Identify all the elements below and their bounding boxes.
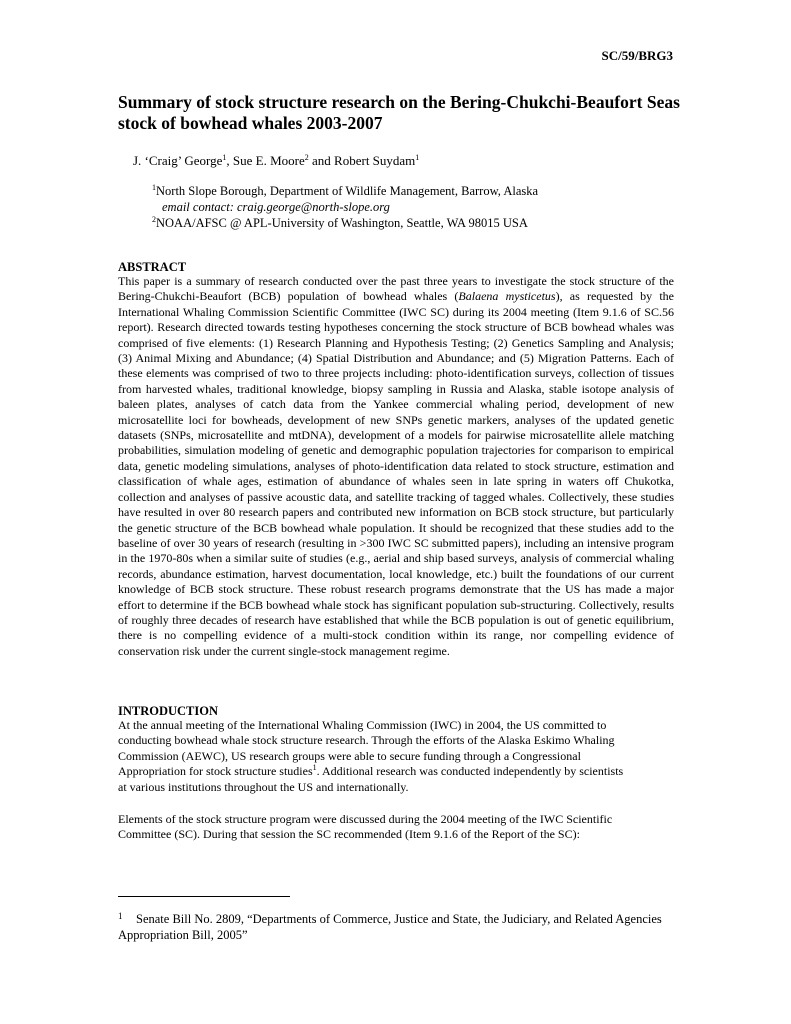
abstract-heading: ABSTRACT (118, 260, 187, 274)
footnote-text: Appropriation Bill, 2005” (118, 927, 248, 942)
affiliation-text: NOAA/AFSC @ APL-University of Washington, Seattle, WA 98015 USA (156, 216, 528, 230)
footnote-text: Senate Bill No. 2809, “Departments of Commerce, Justice and State, the Judiciary, and Related Agencies (136, 912, 662, 926)
abstract-body (118, 274, 674, 659)
text-line: At the annual meeting of the International Whaling Commission (IWC) in 2004, the US committed to (118, 718, 607, 732)
affiliation-mark: 2 (152, 215, 156, 224)
contact-line (162, 199, 390, 215)
text-line: Elements of the stock structure program were discussed during the 2004 meeting of the IWC Scientific (118, 812, 613, 826)
text-line: conducting bowhead whale stock structure research. Through the efforts of the Alaska Eskimo Whaling (118, 733, 615, 748)
contact-email: : craig.george@north-slope.org (229, 200, 390, 214)
species-name: Balaena mysticetus (458, 289, 556, 304)
contact-label: email contact (162, 200, 230, 214)
text-fragment: Appropriation for stock structure studies (118, 764, 313, 779)
footnote-reference: 1 (312, 763, 317, 773)
introduction-paragraph-2 (118, 812, 674, 843)
text-line: Commission (AEWC), US research groups were able to secure funding through a Congressional (118, 748, 581, 763)
abstract-text: ), as requested by the International Whaling Commission Scientific Committee (IWC SC) during its 2004 meeting (Item 9.1.6 of SC.56 report). Research directed towards testing hypotheses concerning the stock structure of BCB bowhead whales was comprised of five elements: (1) Research Planning and Hypothesis Testing; (2) Genetics Sampling and Analysis; (3) Animal Mixing and Abundance; (4) Spatial Distribution and Abundance; and (5) Migration Patterns. Each of these elements was comprised of two to three projects including: photo-identification surveys, collection of tissues from harvested whales, traditional knowledge, biopsy sampling in Russia and Alaska, stable isotope analysis of baleen plates, analyses of catch data from the Yankee commercial whaling period, development of new microsatellite loci for bowheads, development of new SNPs genetic markers, analyses of the updated genetic datasets (SNPs, microsatellite and mtDNA), development of a models for pairwise microsatellite allele matching probabilities, simulation modeling of genetic and demographic population trajectories for comparison to empirical data, genetic modeling simulations, analyses of photo-identification data related to stock structure, estimation and classification of whale ages, estimation of abundance of whales seen in late spring in waters off Chukotka, collection and analyses of passive acoustic data, and satellite tracking of tagged whales. Collectively, these studies have resulted in over 80 research papers and contributed new information on BCB stock structure, but particularly the genetic structure of the BCB bowhead whale population. It should be recognized that these studies add to the baseline of over 30 years of research (resulting in >300 IWC SC submitted papers), including an intensive program in the 1970-80s when a similar suite of studies (e.g., aerial and ship based surveys, analysis of commercial whaling records, abundance estimation, harvest documentation, local knowledge, etc.) built the foundations of our current knowledge of BCB stock structure. These robust research programs demonstrate that the US has made a major effort to determine if the BCB bowhead whale stock has significant population sub-structuring. Collectively, results of roughly three decades of research have established that while the BCB population is out of genetic equilibrium, there is no compelling evidence of a multi-stock condition within its range, nor compelling evidence of conservation risk under the current single-stock management regime. (118, 289, 674, 658)
footnote (118, 912, 678, 943)
author-name: and Robert Suydam (308, 153, 416, 168)
affiliation-1 (152, 183, 538, 199)
paper-title: Summary of stock structure research on the Bering-Chukchi-Beaufort Seas stock of bowhead whales 2003-2007 (118, 92, 680, 133)
author-name: J. ‘Craig’ George (133, 153, 223, 168)
affiliation-mark: 2 (304, 153, 309, 162)
text-line (118, 764, 674, 779)
footnote-separator (118, 896, 290, 897)
text-line: Committee (SC). During that session the SC recommended (Item 9.1.6 of the Report of the SC): (118, 827, 580, 842)
affiliation-mark: 1 (222, 153, 227, 162)
affiliation-mark: 1 (152, 183, 156, 192)
affiliation-text: North Slope Borough, Department of Wildlife Management, Barrow, Alaska (156, 184, 539, 198)
author-name: , Sue E. Moore (226, 153, 305, 168)
affiliation-mark: 1 (415, 153, 420, 162)
introduction-paragraph-1 (118, 718, 674, 795)
affiliation-2 (152, 215, 528, 231)
document-id: SC/59/BRG3 (601, 48, 673, 63)
author-list (133, 153, 419, 169)
text-line: 1 Senate Bill No. 2809, “Departments of Commerce, Justice and State, the Judiciary, and Related Agencies (118, 911, 662, 926)
text-fragment: . Additional research was conducted independently by scientists (316, 764, 624, 779)
introduction-heading: INTRODUCTION (118, 704, 219, 718)
abstract-text: This paper is a summary of research conducted over the past three years to investigate the stock structure of the Bering-Chukchi-Beaufort (BCB) population of bowhead whales ( (118, 274, 674, 304)
text-line: at various institutions throughout the US and internationally. (118, 779, 409, 794)
